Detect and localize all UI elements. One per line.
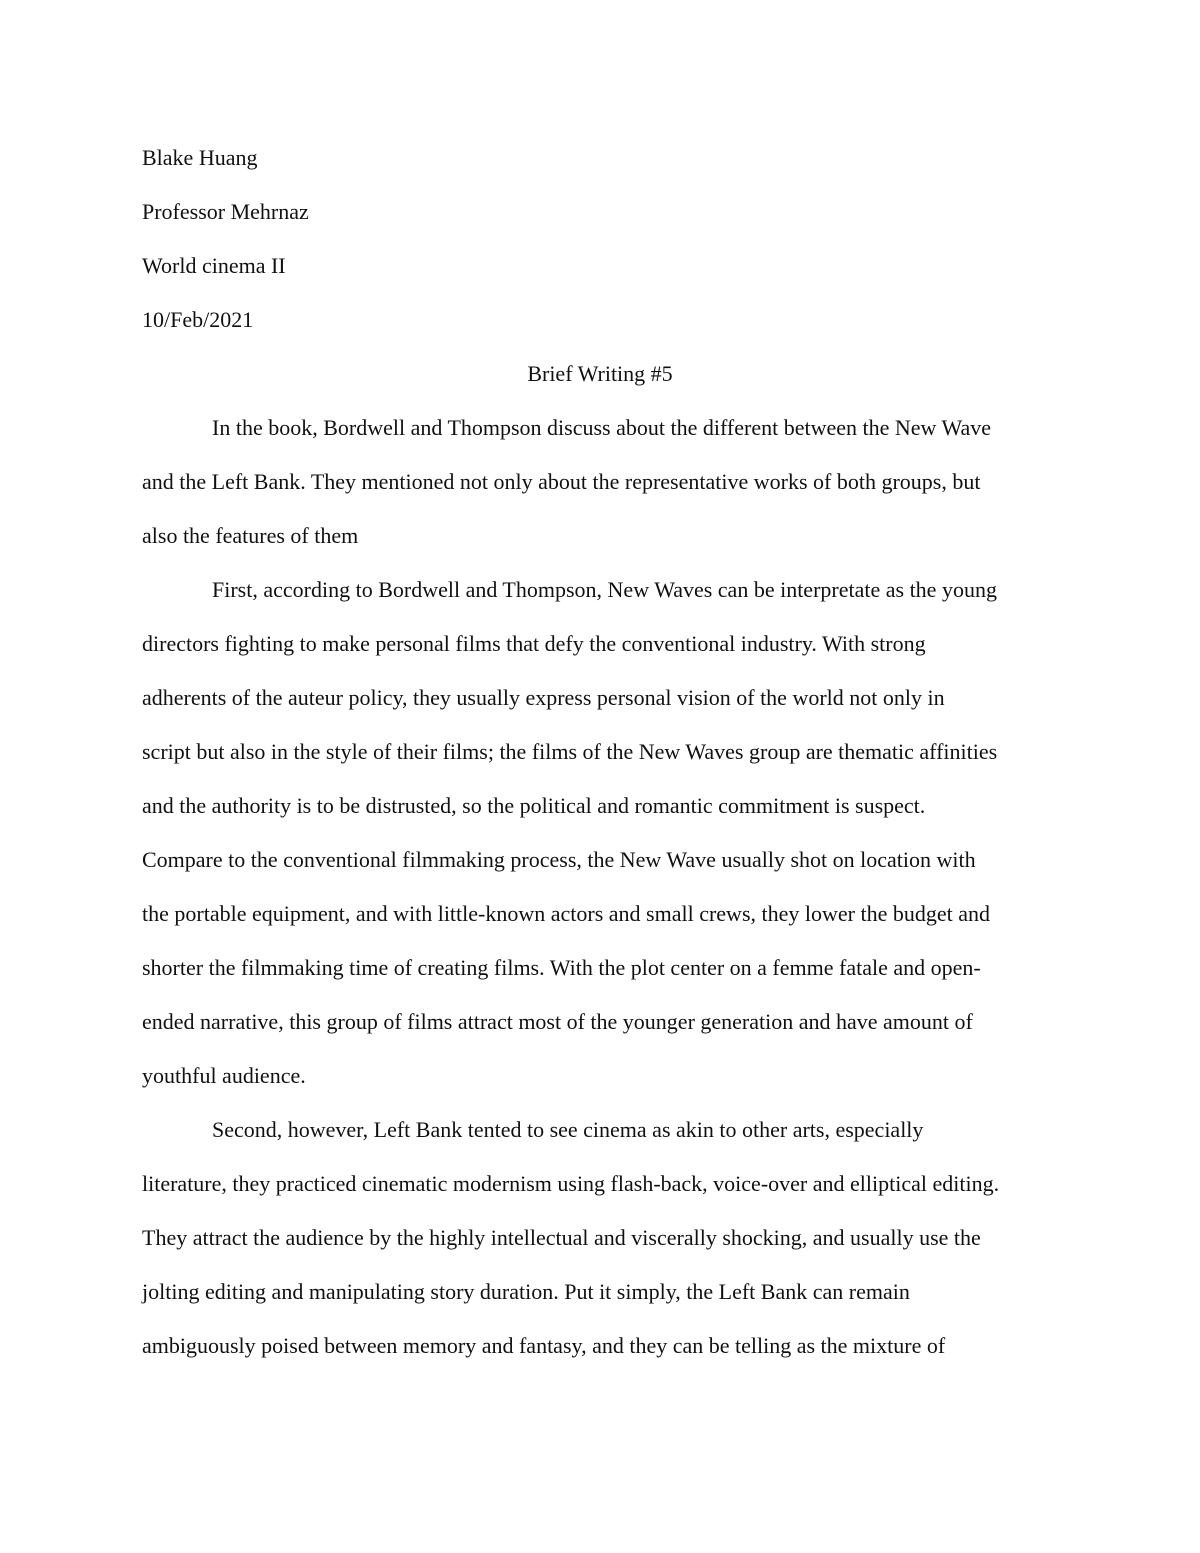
paragraph-line: adherents of the auteur policy, they usually express personal vision of the world not only in — [142, 685, 945, 710]
paragraph-line: directors fighting to make personal films that defy the conventional industry. With strong — [142, 631, 926, 656]
paragraph-line: jolting editing and manipulating story duration. Put it simply, the Left Bank can remain — [142, 1279, 910, 1304]
professor-name: Professor Mehrnaz — [142, 199, 309, 224]
paragraph-line: literature, they practiced cinematic modernism using flash-back, voice-over and elliptical editing. — [142, 1171, 1000, 1196]
paragraph-line: also the features of them — [142, 523, 359, 548]
course-name: World cinema II — [142, 253, 286, 278]
paragraph-line: youthful audience. — [142, 1063, 306, 1088]
paragraph-line: ambiguously poised between memory and fantasy, and they can be telling as the mixture of — [142, 1333, 946, 1358]
paragraph-line: ended narrative, this group of films attract most of the younger generation and have amount of — [142, 1009, 973, 1034]
paragraph-line: Second, however, Left Bank tented to see cinema as akin to other arts, especially — [212, 1117, 924, 1142]
paragraph-line: the portable equipment, and with little-known actors and small crews, they lower the budget and — [142, 901, 990, 926]
paragraph-line: script but also in the style of their films; the films of the New Waves group are thematic affinities — [142, 739, 998, 764]
paragraph-line: First, according to Bordwell and Thompson, New Waves can be interpretate as the young — [212, 577, 997, 602]
document-date: 10/Feb/2021 — [142, 307, 254, 332]
author-name: Blake Huang — [142, 145, 258, 170]
document-title: Brief Writing #5 — [527, 361, 673, 386]
paragraph-line: shorter the filmmaking time of creating films. With the plot center on a femme fatale and open- — [142, 955, 981, 980]
paragraph-line: In the book, Bordwell and Thompson discuss about the different between the New Wave — [212, 415, 992, 440]
paragraph-line: Compare to the conventional filmmaking process, the New Wave usually shot on location with — [142, 847, 976, 872]
paragraph-line: and the authority is to be distrusted, so the political and romantic commitment is suspect. — [142, 793, 926, 818]
paragraph-line: and the Left Bank. They mentioned not only about the representative works of both groups, but — [142, 469, 981, 494]
paragraph-line: They attract the audience by the highly intellectual and viscerally shocking, and usually use the — [142, 1225, 981, 1250]
